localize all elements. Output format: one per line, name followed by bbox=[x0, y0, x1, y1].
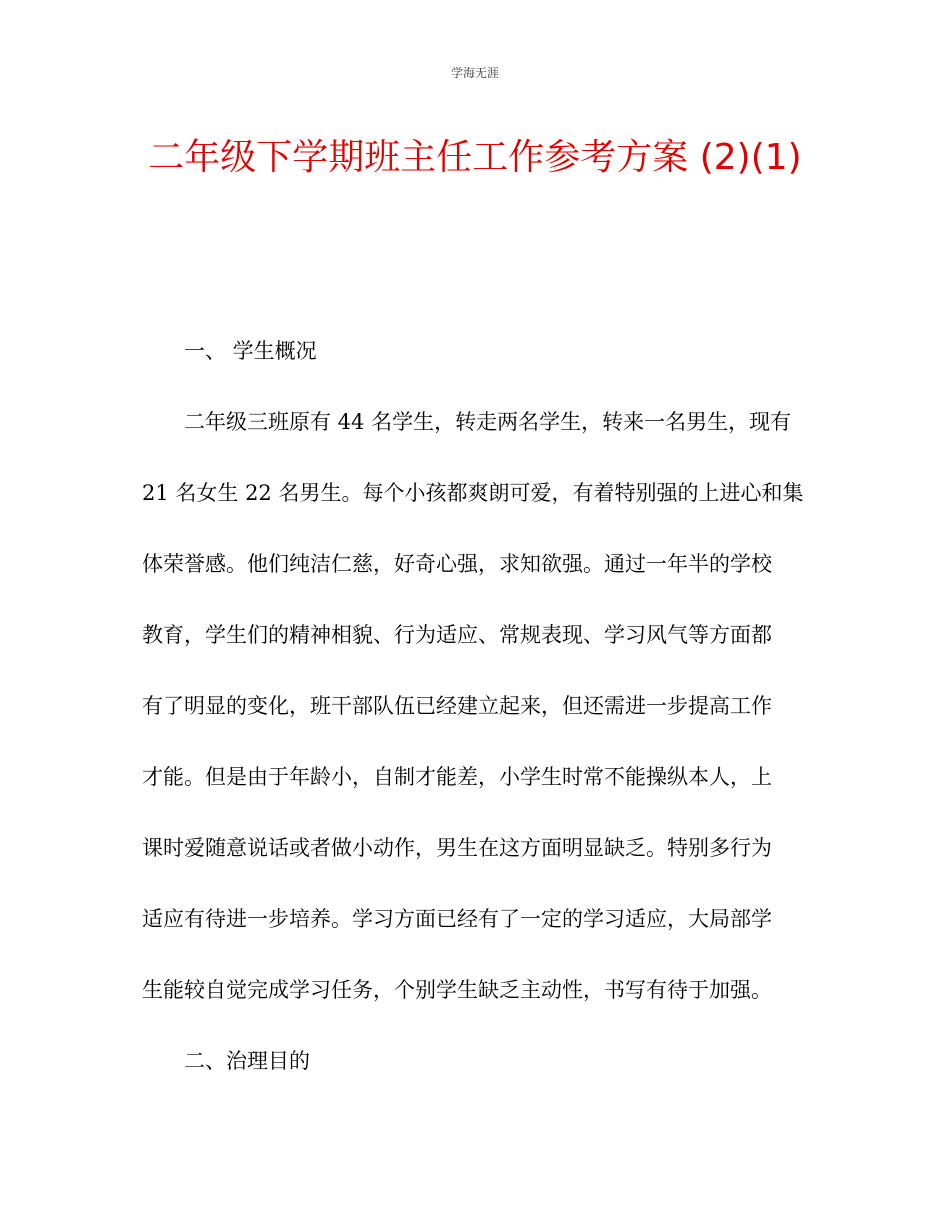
document-title: 二年级下学期班主任工作参考方案 (2)(1) bbox=[148, 137, 802, 178]
page-header: 学海无涯 bbox=[450, 66, 499, 80]
paragraph-line: 生能较自觉完成学习任务，个别学生缺乏主动性，书写有待于加强。 bbox=[142, 978, 772, 1002]
section-1-paragraph bbox=[142, 399, 808, 1014]
paragraph-line: 教育，学生们的精神相貌、行为适应、常规表现、学习风气等方面都 bbox=[142, 623, 772, 647]
section-heading-2: 二、治理目的 bbox=[184, 1049, 310, 1073]
section-heading-1: 一、 学生概况 bbox=[184, 339, 317, 363]
paragraph-line: 21 名女生 22 名男生。每个小孩都爽朗可爱，有着特别强的上进心和集 bbox=[142, 481, 804, 505]
paragraph-line: 才能。但是由于年龄小，自制才能差，小学生时常不能操纵本人，上 bbox=[142, 765, 772, 789]
document-body bbox=[142, 328, 808, 1085]
paragraph-line: 适应有待进一步培养。学习方面已经有了一定的学习适应，大局部学 bbox=[142, 907, 772, 931]
paragraph-line: 课时爱随意说话或者做小动作，男生在这方面明显缺乏。特别多行为 bbox=[142, 836, 772, 860]
paragraph-line: 体荣誉感。他们纯洁仁慈，好奇心强，求知欲强。通过一年半的学校 bbox=[142, 552, 772, 576]
paragraph-line: 有了明显的变化，班干部队伍已经建立起来，但还需进一步提高工作 bbox=[142, 694, 772, 718]
paragraph-line: 二年级三班原有 44 名学生，转走两名学生，转来一名男生，现有 bbox=[184, 410, 792, 434]
